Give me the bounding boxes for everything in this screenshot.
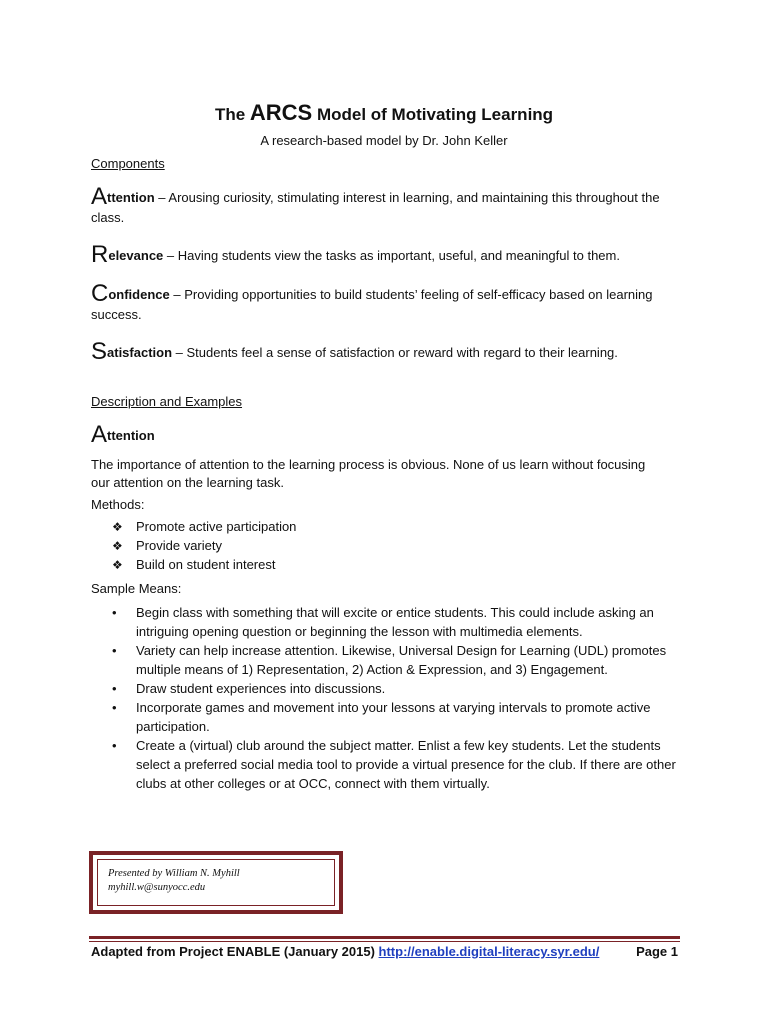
page-title: The ARCS Model of Motivating Learning xyxy=(214,100,554,125)
attention-heading: Attention xyxy=(91,421,155,448)
list-item: • Incorporate games and movement into your lessons at varying intervals to promote active participation. xyxy=(112,700,651,734)
list-item: • Create a (virtual) club around the subject matter. Enlist a few key students. Let the students select a preferred social media tool to provide a virtual presence for the club. If there are other clubs at other colleges or at OCC, connect with them virtually. xyxy=(112,738,676,791)
sample-means-list xyxy=(112,603,692,793)
component-attention: Attention – Arousing curiosity, stimulating interest in learning, and maintaining this throughout the class. xyxy=(91,183,660,225)
list-item: ❖ Promote active participation xyxy=(112,517,296,536)
diamond-bullet-icon: ❖ xyxy=(112,539,123,553)
list-item: ❖ Provide variety xyxy=(112,536,296,555)
page-subtitle: A research-based model by Dr. John Keller xyxy=(260,133,508,148)
list-item: • Draw student experiences into discussions. xyxy=(112,681,386,696)
bullet-icon: • xyxy=(112,605,117,620)
bullet-icon: • xyxy=(112,681,117,696)
bullet-icon: • xyxy=(112,700,117,715)
presenter-name: Presented by William N. Myhill xyxy=(108,868,240,879)
footer-link[interactable]: http://enable.digital-literacy.syr.edu/ xyxy=(378,944,600,959)
methods-list xyxy=(112,517,296,574)
footer-rule xyxy=(89,936,680,939)
footer-rule-thin xyxy=(89,941,680,942)
component-relevance: Relevance – Having students view the tasks as important, useful, and meaningful to them. xyxy=(91,241,620,268)
components-heading: Components xyxy=(91,156,165,171)
diamond-bullet-icon: ❖ xyxy=(112,558,123,572)
bullet-icon: • xyxy=(112,643,117,658)
attention-intro: The importance of attention to the learning process is obvious. None of us learn without focusing our attention on the learning task. xyxy=(91,457,646,490)
presenter-box xyxy=(89,851,343,914)
diamond-bullet-icon: ❖ xyxy=(112,520,123,534)
list-item: • Variety can help increase attention. Likewise, Universal Design for Learning (UDL) promotes multiple means of 1) Representation, 2) Action & Expression, and 3) Engagement. xyxy=(112,643,667,677)
list-item: ❖ Build on student interest xyxy=(112,555,296,574)
methods-label: Methods: xyxy=(91,497,145,512)
sample-means-label: Sample Means: xyxy=(91,581,182,596)
list-item: • Begin class with something that will excite or entice students. This could include asking an intriguing opening question or beginning the lesson with multimedia elements. xyxy=(112,605,654,639)
component-confidence: Confidence – Providing opportunities to build students’ feeling of self-efficacy based on learning success. xyxy=(91,280,653,322)
footer-attribution: Adapted from Project ENABLE (January 2015) http://enable.digital-literacy.syr.edu/ xyxy=(91,944,600,959)
bullet-icon: • xyxy=(112,738,117,753)
presenter-email: myhill.w@sunyocc.edu xyxy=(108,882,206,893)
component-satisfaction: Satisfaction – Students feel a sense of satisfaction or reward with regard to their learning. xyxy=(91,338,618,365)
page-number: Page 1 xyxy=(636,944,678,959)
presenter-info xyxy=(108,867,240,895)
description-heading: Description and Examples xyxy=(91,394,243,409)
